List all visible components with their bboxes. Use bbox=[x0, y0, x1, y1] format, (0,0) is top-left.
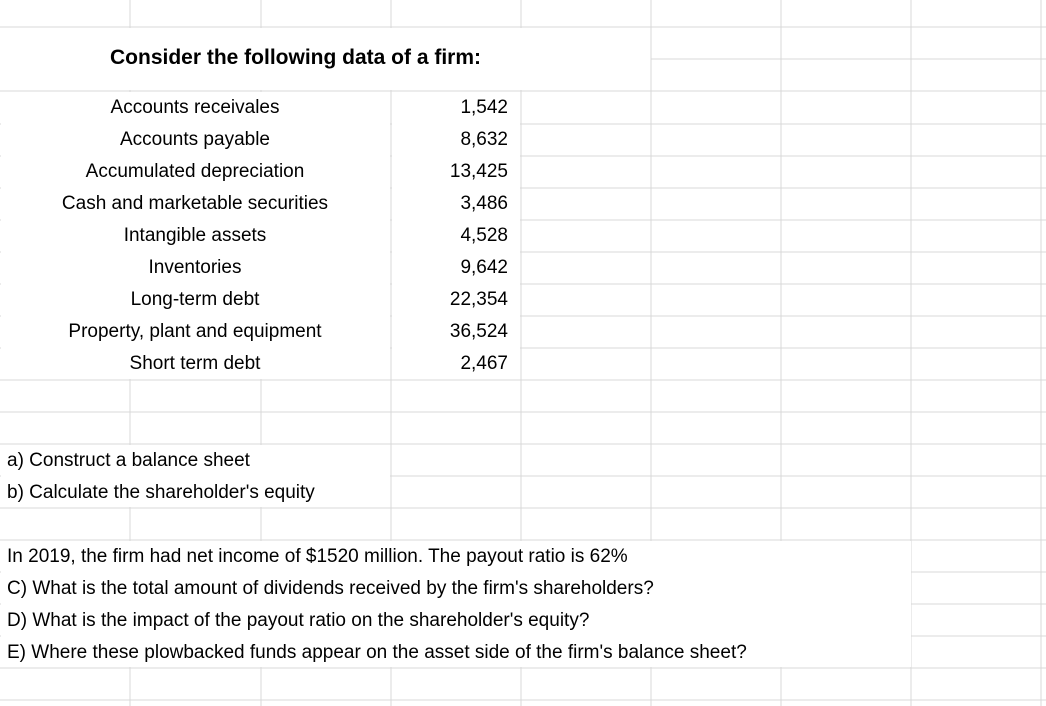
question-e: E) Where these plowbacked funds appear on the asset side of the firm's balance sheet? bbox=[7, 642, 747, 663]
item-value: 22,354 bbox=[449, 289, 508, 310]
item-value: 13,425 bbox=[449, 161, 508, 182]
item-label: Long-term debt bbox=[130, 289, 260, 310]
item-label: Cash and marketable securities bbox=[61, 193, 329, 214]
item-label: Accounts payable bbox=[120, 129, 270, 150]
question-b: b) Calculate the shareholder's equity bbox=[7, 482, 315, 503]
item-label: Property, plant and equipment bbox=[68, 321, 322, 342]
item-value: 8,632 bbox=[460, 129, 508, 150]
item-label: Inventories bbox=[148, 257, 242, 278]
question-c: C) What is the total amount of dividends received by the firm's shareholders? bbox=[7, 578, 654, 599]
item-value: 9,642 bbox=[460, 257, 508, 278]
item-label: Accumulated depreciation bbox=[85, 161, 305, 182]
item-value: 36,524 bbox=[449, 321, 508, 342]
item-label: Short term debt bbox=[129, 353, 261, 374]
question-intro: In 2019, the firm had net income of $1520 million. The payout ratio is 62% bbox=[7, 546, 628, 567]
item-value: 3,486 bbox=[460, 193, 508, 214]
item-value: 4,528 bbox=[460, 225, 508, 246]
item-label: Intangible assets bbox=[123, 225, 267, 246]
question-d: D) What is the impact of the payout ratio on the shareholder's equity? bbox=[7, 610, 590, 631]
item-value: 1,542 bbox=[460, 97, 508, 118]
item-value: 2,467 bbox=[460, 353, 508, 374]
question-a: a) Construct a balance sheet bbox=[7, 450, 250, 471]
page-title: Consider the following data of a firm: bbox=[110, 46, 482, 69]
item-label: Accounts receivales bbox=[110, 97, 280, 118]
